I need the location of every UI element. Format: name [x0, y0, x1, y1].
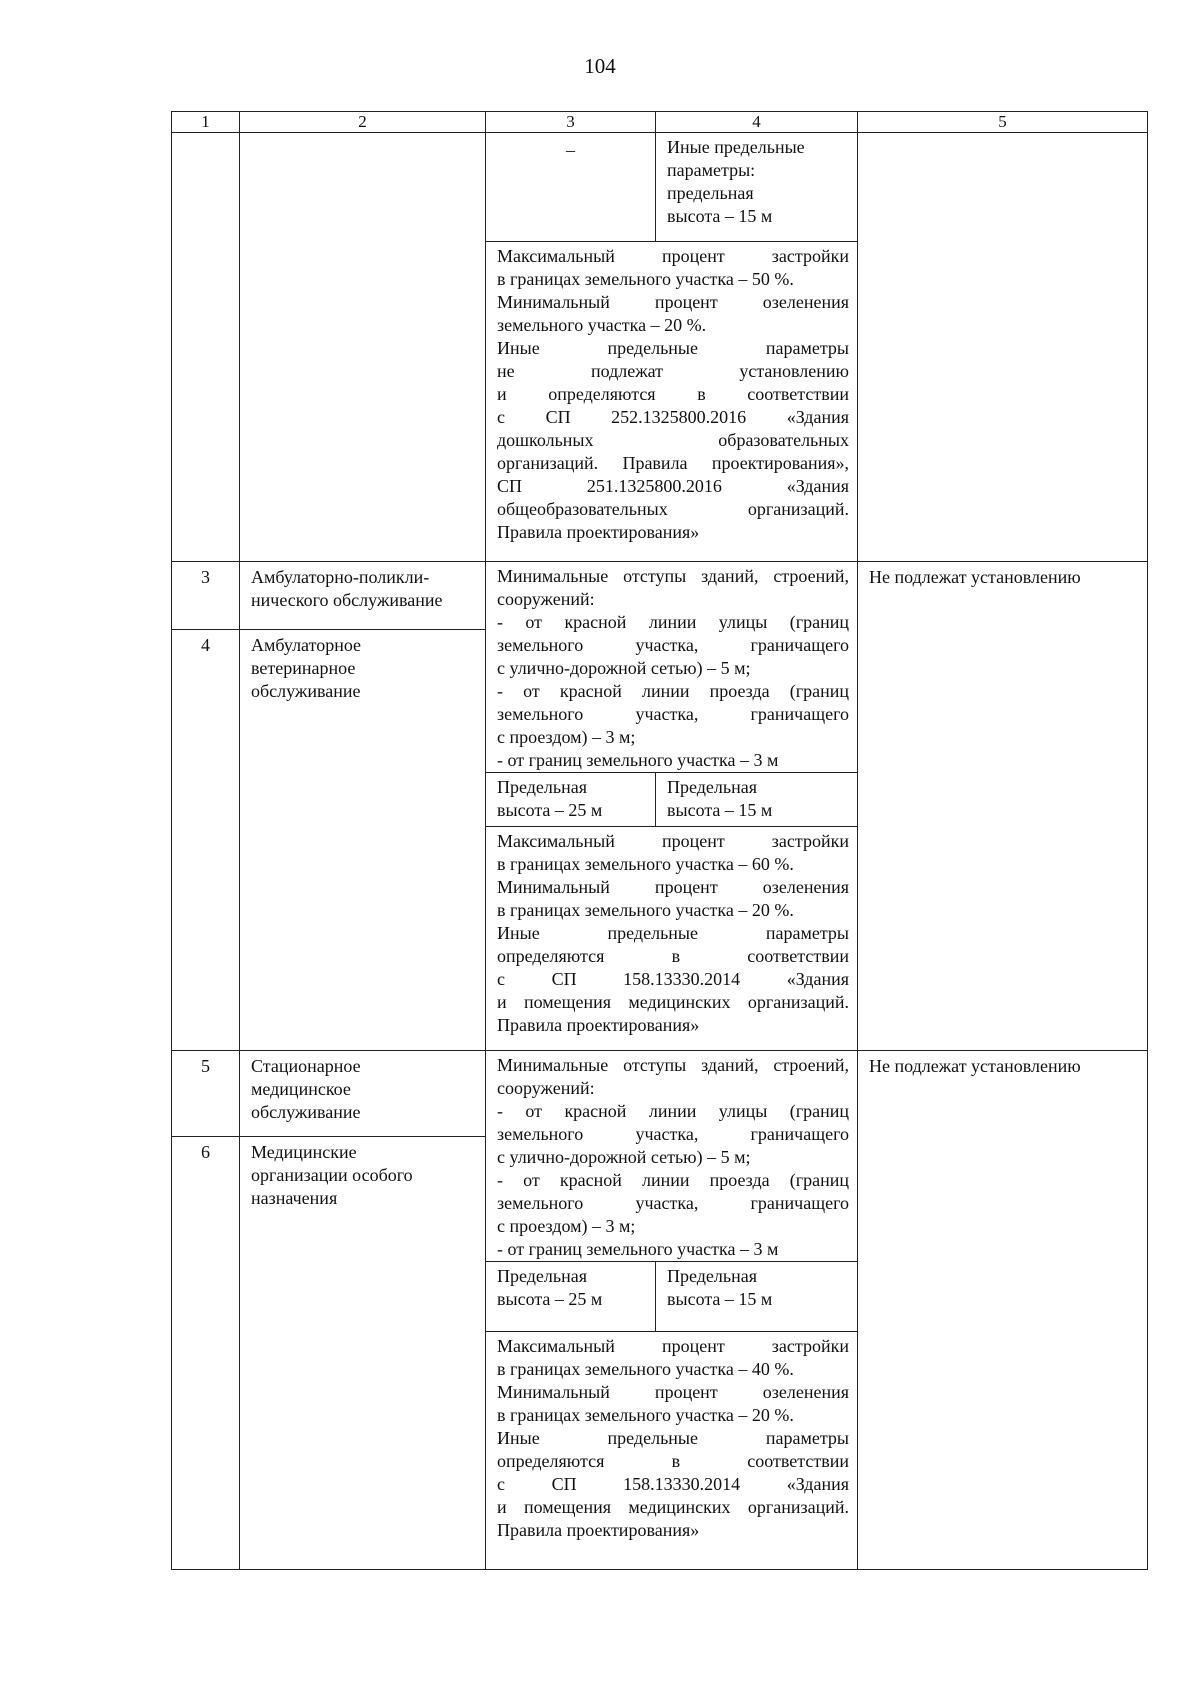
- text-line: Правила проектирования»: [497, 1015, 700, 1035]
- height-b-cell: [656, 773, 858, 827]
- lines-container: [667, 776, 851, 822]
- text-line: Амбулаторно-поликли-: [251, 567, 430, 587]
- text-line: Предельная: [667, 1266, 757, 1286]
- text-line: с проездом) – 3 м;: [497, 727, 636, 747]
- text-line: предельная: [667, 183, 754, 203]
- header-cell-1: 1: [172, 112, 240, 133]
- lines-container: [667, 136, 851, 228]
- text-line: Иные предельные: [667, 137, 805, 157]
- text-line: в границах земельного участка – 60 %.: [497, 854, 794, 874]
- header-row: [172, 112, 1148, 133]
- text-line: сооружений:: [497, 1078, 595, 1098]
- cont-name-cell: [240, 133, 486, 562]
- text-line: - от красной линии улицы (границ: [497, 1101, 849, 1121]
- text-line: с СП 252.1325800.2016 «Здания: [497, 407, 849, 427]
- text-line: назначения: [251, 1188, 338, 1208]
- cont-num-cell: [172, 133, 240, 562]
- text-line: высота – 15 м: [667, 800, 773, 820]
- text-line: с СП 158.13330.2014 «Здания: [497, 1474, 849, 1494]
- text-line: земельного участка, граничащего: [497, 1193, 849, 1213]
- text-line: медицинское: [251, 1079, 351, 1099]
- row-number: 6: [172, 1137, 240, 1570]
- text-line: параметры:: [667, 160, 756, 180]
- text-line: Минимальный процент озеленения: [497, 877, 849, 897]
- text-line: не подлежат установлению: [497, 361, 849, 381]
- text-line: с улично-дорожной сетью) – 5 м;: [497, 1147, 751, 1167]
- text-line: организаций. Правила проектирования»,: [497, 453, 849, 473]
- table-row-3: [172, 562, 1148, 630]
- text-line: в границах земельного участка – 40 %.: [497, 1359, 794, 1379]
- text-line: общеобразовательных организаций.: [497, 499, 849, 519]
- header-cell-3: 3: [486, 112, 656, 133]
- lines-container: [667, 1265, 851, 1311]
- row-name: [240, 562, 486, 630]
- lines-container: [497, 565, 849, 772]
- table-row-5: [172, 1051, 1148, 1137]
- text-line: Минимальные отступы зданий, строений,: [497, 566, 849, 586]
- header-cell-5: 5: [858, 112, 1148, 133]
- cont-col5-cell: [858, 133, 1148, 562]
- lines-container: [497, 1265, 649, 1311]
- text-line: Минимальный процент озеленения: [497, 292, 849, 312]
- text-line: земельного участка – 20 %.: [497, 315, 707, 335]
- row-name: [240, 630, 486, 1051]
- row-name: [240, 1051, 486, 1137]
- text-line: Медицинские: [251, 1142, 357, 1162]
- row-number: 5: [172, 1051, 240, 1137]
- text-line: Амбулаторное: [251, 635, 362, 655]
- row-number: 3: [172, 562, 240, 630]
- text-line: - от красной линии улицы (границ: [497, 612, 849, 632]
- text-line: сооружений:: [497, 589, 595, 609]
- text-line: в границах земельного участка – 50 %.: [497, 269, 794, 289]
- lines-container: [251, 1055, 479, 1124]
- text-line: Правила проектирования»: [497, 522, 700, 542]
- text-line: обслуживание: [251, 1102, 361, 1122]
- height-a-cell: [486, 1262, 656, 1332]
- text-line: определяются в соответствии: [497, 946, 849, 966]
- lines-container: [497, 1054, 849, 1261]
- text-line: высота – 25 м: [497, 1289, 603, 1309]
- block-cell: [486, 827, 858, 1051]
- text-line: с проездом) – 3 м;: [497, 1216, 636, 1236]
- lines-container: [251, 1141, 479, 1210]
- text-line: земельного участка, граничащего: [497, 1124, 849, 1144]
- text-line: с СП 158.13330.2014 «Здания: [497, 969, 849, 989]
- text-line: Предельная: [667, 777, 757, 797]
- text-line: Максимальный процент застройки: [497, 246, 849, 266]
- text-line: нического обслуживание: [251, 590, 443, 610]
- text-line: Правила проектирования»: [497, 1520, 700, 1540]
- row-number: 4: [172, 630, 240, 1051]
- page-number: 104: [584, 54, 616, 78]
- text-line: - от границ земельного участка – 3 м: [497, 1239, 779, 1259]
- text-line: Предельная: [497, 777, 587, 797]
- text-line: с улично-дорожной сетью) – 5 м;: [497, 658, 751, 678]
- header-cell-4: 4: [656, 112, 858, 133]
- lines-container: [497, 776, 649, 822]
- text-line: в границах земельного участка – 20 %.: [497, 900, 794, 920]
- lines-container: [497, 245, 849, 544]
- text-line: дошкольных образовательных: [497, 430, 849, 450]
- dash-cell: –: [486, 133, 656, 242]
- text-line: - от красной линии проезда (границ: [497, 1170, 849, 1190]
- text-line: СП 251.1325800.2016 «Здания: [497, 476, 849, 496]
- lines-container: [497, 830, 849, 1037]
- lines-container: [251, 566, 479, 612]
- text-line: Максимальный процент застройки: [497, 1336, 849, 1356]
- text-line: земельного участка, граничащего: [497, 635, 849, 655]
- col5-cell: Не подлежат установлению: [858, 562, 1148, 1051]
- table-row-continuation-params: [172, 133, 1148, 242]
- text-line: Иные предельные параметры: [497, 923, 849, 943]
- text-line: определяются в соответствии: [497, 1451, 849, 1471]
- regulations-table: [171, 111, 1148, 1570]
- lines-container: [497, 1335, 849, 1542]
- text-line: и помещения медицинских организаций.: [497, 992, 849, 1012]
- block-cell: [486, 1332, 858, 1570]
- text-line: Минимальный процент озеленения: [497, 1382, 849, 1402]
- text-line: высота – 15 м: [667, 1289, 773, 1309]
- setbacks-cell: [486, 1051, 858, 1262]
- text-line: - от красной линии проезда (границ: [497, 681, 849, 701]
- text-line: высота – 25 м: [497, 800, 603, 820]
- text-line: - от границ земельного участка – 3 м: [497, 750, 779, 770]
- header-cell-2: 2: [240, 112, 486, 133]
- text-line: Предельная: [497, 1266, 587, 1286]
- text-line: обслуживание: [251, 681, 361, 701]
- height-b-cell: [656, 1262, 858, 1332]
- text-line: Максимальный процент застройки: [497, 831, 849, 851]
- other-params-cell: [656, 133, 858, 242]
- row-name: [240, 1137, 486, 1570]
- text-line: и помещения медицинских организаций.: [497, 1497, 849, 1517]
- cont-block-cell: [486, 242, 858, 562]
- text-line: в границах земельного участка – 20 %.: [497, 1405, 794, 1425]
- lines-container: [251, 634, 479, 703]
- text-line: Иные предельные параметры: [497, 338, 849, 358]
- col5-cell: Не подлежат установлению: [858, 1051, 1148, 1570]
- text-line: Минимальные отступы зданий, строений,: [497, 1055, 849, 1075]
- setbacks-cell: [486, 562, 858, 773]
- text-line: и определяются в соответствии: [497, 384, 849, 404]
- text-line: Иные предельные параметры: [497, 1428, 849, 1448]
- text-line: земельного участка, граничащего: [497, 704, 849, 724]
- text-line: высота – 15 м: [667, 206, 773, 226]
- text-line: Стационарное: [251, 1056, 361, 1076]
- text-line: ветеринарное: [251, 658, 356, 678]
- text-line: организации особого: [251, 1165, 413, 1185]
- height-a-cell: [486, 773, 656, 827]
